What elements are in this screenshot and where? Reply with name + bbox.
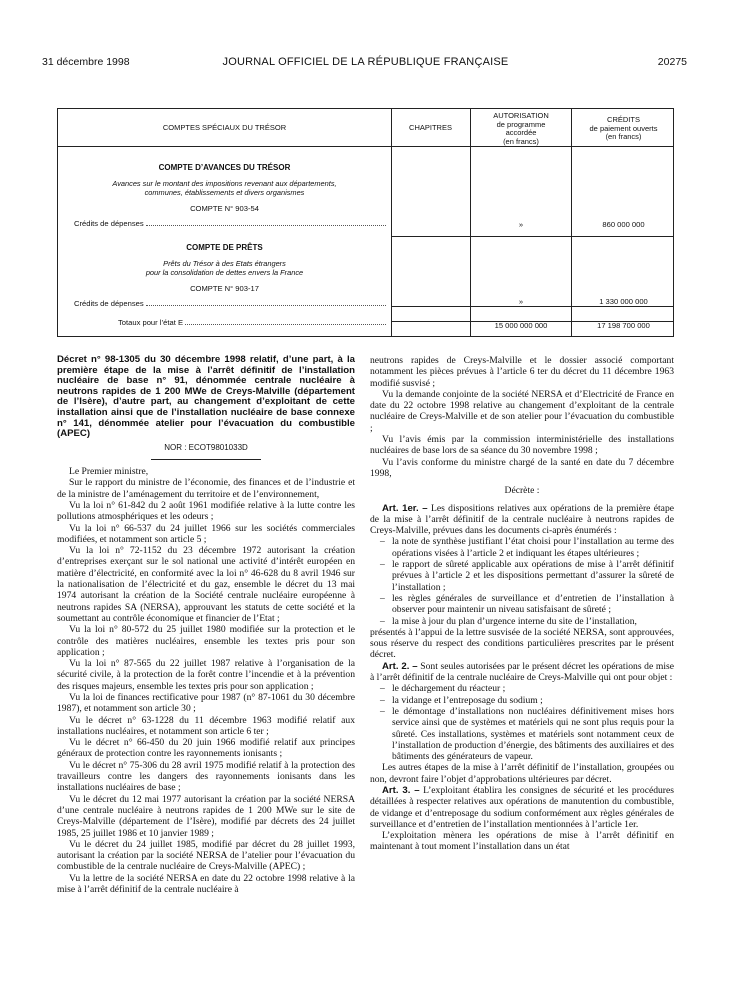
credits-value: 1 330 000 000: [599, 297, 648, 306]
article-text: Sont seules autorisées par le présent décret les opérations de mise à l’arrêt définitif de la centrale nucléaire de Creys-Malville qui ont pour objet :: [370, 660, 674, 684]
paragraph: Vu la loi n° 80-572 du 25 juillet 1980 modifiée sur la protection et le contrôle des matières nucléaires, ensemble les textes pris pour son application ;: [57, 624, 355, 658]
section-description: Prêts du Trésor à des Etats étrangers pour la consolidation de dettes envers la France: [145, 259, 304, 277]
list-item: – la mise à jour du plan d’urgence interne du site de l’installation,: [380, 615, 637, 627]
section-title: COMPTE D’AVANCES DU TRÉSOR: [158, 163, 291, 172]
autorisation-value: »: [518, 220, 524, 229]
paragraph: Vu le décret du 12 mai 1977 autorisant la création par la société NERSA d’une centrale nucléaire à neutrons rapides de 1 200 MWe sur le site de Creys-Malville (département de l’Isère), modifié par décrets des 24 juillet 1985, 25 juillet 1986 et 10 janvier 1989 ;: [57, 793, 355, 839]
table-divider: [391, 109, 392, 336]
paragraph: Vu la loi n° 87-565 du 22 juillet 1987 relative à l’organisation de la sécurité civile, à la protection de la forêt contre l’incendie et à la prévention des risques majeurs, ensemble les textes pris pour son application ;: [57, 658, 355, 692]
paragraph: Les autres étapes de la mise à l’arrêt définitif de l’installation, groupées ou non, devront faire l’objet d’approbations ultérieures par décret.: [370, 762, 674, 785]
credit-row: [74, 219, 388, 228]
totals-credits: 17 198 700 000: [597, 321, 650, 330]
article-text: L’exploitant établira les consignes de sécurité et les procédures détaillées à respecter relatives aux opérations de manutention du combustible, de vidange et d’entreposage du sodium conformément aux règles générales de surveillance et d’entretien de l’installation mentionnées à l’article 1er.: [370, 784, 674, 830]
section-compte: COMPTE N° 903-54: [190, 204, 259, 213]
list-item: – la note de synthèse justifiant l’état choisi pour l’installation au terme des opérations visées à l’article 2 et indiquant les étapes ultérieures ;: [380, 536, 674, 559]
paragraph: Vu la lettre de la société NERSA en date du 22 octobre 1998 relative à la mise à l’arrêt définitif de la centrale nucléaire à: [57, 872, 355, 896]
col-header-chapitres: CHAPITRES: [409, 123, 452, 132]
table-header-rule: [58, 146, 673, 147]
credit-row-label: Crédits de dépenses: [74, 299, 144, 308]
article-label: Art. 2. –: [382, 660, 418, 672]
divider: [151, 459, 261, 460]
credit-row: [74, 299, 388, 308]
paragraph: Vu la demande conjointe de la société NERSA et d’Electricité de France en date du 22 octobre 1998 relative au changement d’exploitant de la centrale nucléaire de Creys-Malville et de son atelier pour l’évacuation du combustible ;: [370, 388, 674, 434]
list-item: – la vidange et l’entreposage du sodium ;: [380, 694, 543, 706]
paragraph: Le Premier ministre,: [69, 466, 149, 478]
credit-row-label: Crédits de dépenses: [74, 219, 144, 228]
paragraph: Vu le décret n° 63-1228 du 11 décembre 1963 modifié relatif aux installations nucléaires, et notamment son article 6 ter ;: [57, 714, 355, 737]
paragraph: L’exploitation mènera les opérations de mise à l’arrêt définitif en maintenant à tout moment l’installation dans un état: [370, 830, 674, 853]
article-2: [370, 661, 674, 684]
credits-value: 860 000 000: [602, 220, 645, 229]
list-item-text: le déchargement du réacteur ;: [392, 683, 506, 695]
paragraph: Vu le décret n° 66-450 du 20 juin 1966 modifié relatif aux principes généraux de protection contre les rayonnements ionisants ;: [57, 737, 355, 760]
list-item-text: la note de synthèse justifiant l’état choisi pour l’installation au terme des opérations visées à l’article 2 et indiquant les étapes ultérieures ;: [392, 536, 674, 559]
paragraph: Vu l’avis conforme du ministre chargé de la santé en date du 7 décembre 1998,: [370, 456, 674, 479]
section-title: COMPTE DE PRÊTS: [186, 243, 263, 252]
list-item-text: la mise à jour du plan d’urgence interne du site de l’installation,: [392, 615, 637, 627]
leader-dots: [146, 225, 386, 226]
article-label: Art. 3. –: [382, 784, 420, 796]
list-item: – le démontage d’installations non nucléaires définitivement mises hors service ainsi que de systèmes et matériels qui ne sont plus requis pour la sûreté. Ces installations, systèmes et matériels sont notamment ceux de l’installation de production d’énergie, des bâtiments des auxiliaires et des bâtiments des générateurs de vapeur.: [380, 705, 674, 763]
budget-table: [57, 108, 674, 337]
decree-title: Décret n° 98-1305 du 30 décembre 1998 relatif, d’une part, à la première étape de la mise à l’arrêt définitif de l’installation nucléaire de base n° 91, dénommée centrale nucléaire à neutrons rapides de 1 200 MWe de Creys-Malville (département de l’Isère), d’autre part, au changement d’exploitant de cette installation ainsi que de l’installation nucléaire de base connexe n° 141, dénommée atelier pour l’évacuation du combustible (APEC): [57, 354, 355, 440]
right-column: [370, 355, 674, 853]
section-rule: [391, 236, 673, 237]
paragraph: Vu la loi n° 61-842 du 2 août 1961 modifiée relative à la lutte contre les pollutions atmosphériques et les odeurs ;: [57, 499, 355, 523]
totals-autorisation: 15 000 000 000: [494, 321, 548, 330]
left-column: [57, 355, 355, 895]
totals-label: Totaux pour l’état E: [118, 318, 184, 327]
autorisation-value: »: [518, 297, 524, 306]
col-header-credits: CRÉDITS de paiement ouverts (en francs): [589, 115, 658, 142]
list-item: – le rapport de sûreté applicable aux opérations de mise à l’arrêt définitif prévues à l’article 2 et les dispositions permettant d’assurer la sûreté de l’installation ;: [380, 559, 674, 593]
paragraph: Vu la loi n° 72-1152 du 23 décembre 1972 autorisant la création d’entreprises exerçant sur le sol national une activité d’intérêt européen en matière d’électricité, en conformité avec la loi n° 46-628 du 8 avril 1946 sur la nationalisation de l’électricité et du gaz, ensemble le décret du 13 mai 1974 autorisant la création de la Société centrale nucléaire européenne à neutrons rapides SA (NERSA), approuvant les statuts de cette société et la soumettant au contrôle économique et financier de l’Etat ;: [57, 545, 355, 624]
decrete-heading: Décrète :: [504, 485, 540, 497]
leader-dots: [146, 305, 386, 306]
paragraph: présentés à l’appui de la lettre susvisée de la société NERSA, sont approuvées, sous réserve du respect des conditions particulières prescrites par le présent décret.: [370, 626, 674, 661]
paragraph: Vu l’avis émis par la commission interministérielle des installations nucléaires de base lors de sa séance du 30 novembre 1998 ;: [370, 434, 674, 457]
nor-reference: NOR : ECOT9801033D: [164, 442, 248, 452]
section-description: Avances sur le montant des impositions revenant aux départements, communes, établissements et divers organismes: [112, 179, 337, 197]
col-header-comptes: COMPTES SPÉCIAUX DU TRÉSOR: [162, 123, 287, 132]
paragraph: Vu le décret du 24 juillet 1985, modifié par décret du 28 juillet 1993, autorisant la création par la société NERSA de l’atelier pour l’évacuation du combustible de la centrale nucléaire de Creys-Malville (APEC) ;: [57, 838, 355, 873]
list-item-text: le rapport de sûreté applicable aux opérations de mise à l’arrêt définitif prévues à l’article 2 et les dispositions permettant d’assurer la sûreté de l’installation ;: [392, 559, 674, 593]
paragraph: Vu le décret n° 75-306 du 28 avril 1975 modifié relatif à la protection des travailleurs contre les dangers des rayonnements ionisants dans les installations nucléaires de base ;: [57, 759, 355, 794]
section-compte: COMPTE N° 903-17: [190, 284, 259, 293]
list-item-text: le démontage d’installations non nucléaires définitivement mises hors service ainsi que de systèmes et matériels qui ne sont plus requis pour la sûreté. Ces installations, systèmes et matériels sont notamment ceux de l’installation de production d’énergie, des bâtiments des auxiliaires et des bâtiments des générateurs de vapeur.: [392, 705, 674, 763]
paragraph: neutrons rapides de Creys-Malville et le dossier associé comportant notamment les pièces prévues à l’article 6 ter du décret du 11 décembre 1963 modifié susvisé ;: [370, 355, 674, 389]
col-header-autorisation: AUTORISATION de programme accordée (en francs): [493, 111, 549, 146]
list-item: – les règles générales de surveillance et d’entretien de l’installation à observer pour maintenir un niveau satisfaisant de sûreté ;: [380, 592, 674, 616]
journal-title: JOURNAL OFFICIEL DE LA RÉPUBLIQUE FRANÇAISE: [222, 56, 509, 68]
page-date: 31 décembre 1998: [42, 56, 130, 68]
article-3: [370, 785, 674, 830]
leader-dots: [185, 324, 386, 325]
list-item-text: la vidange et l’entreposage du sodium ;: [392, 694, 543, 706]
paragraph: Sur le rapport du ministre de l’économie, des finances et de l’industrie et de la ministre de l’aménagement du territoire et de l’environnement,: [57, 477, 355, 500]
paragraph: Vu la loi de finances rectificative pour 1987 (n° 87-1061 du 30 décembre 1987), et notamment son article 30 ;: [57, 691, 355, 715]
section-rule: [391, 306, 673, 307]
article-label: Art. 1er. –: [382, 502, 428, 514]
list-item: – le déchargement du réacteur ;: [380, 683, 506, 695]
totals-row: [118, 318, 388, 327]
article-text: Les dispositions relatives aux opérations de la première étape de la mise à l’arrêt définitif de la centrale nucléaire à neutrons rapides de Creys-Malville, prévues dans les documents ci-après énumérés :: [370, 502, 674, 537]
page-number: 20275: [657, 56, 687, 68]
article-1: [370, 503, 674, 537]
paragraph: Vu la loi n° 66-537 du 24 juillet 1966 sur les sociétés commerciales modifiées, et notamment son article 5 ;: [57, 522, 355, 545]
list-item-text: les règles générales de surveillance et d’entretien de l’installation à observer pour maintenir un niveau satisfaisant de sûreté ;: [392, 592, 674, 616]
